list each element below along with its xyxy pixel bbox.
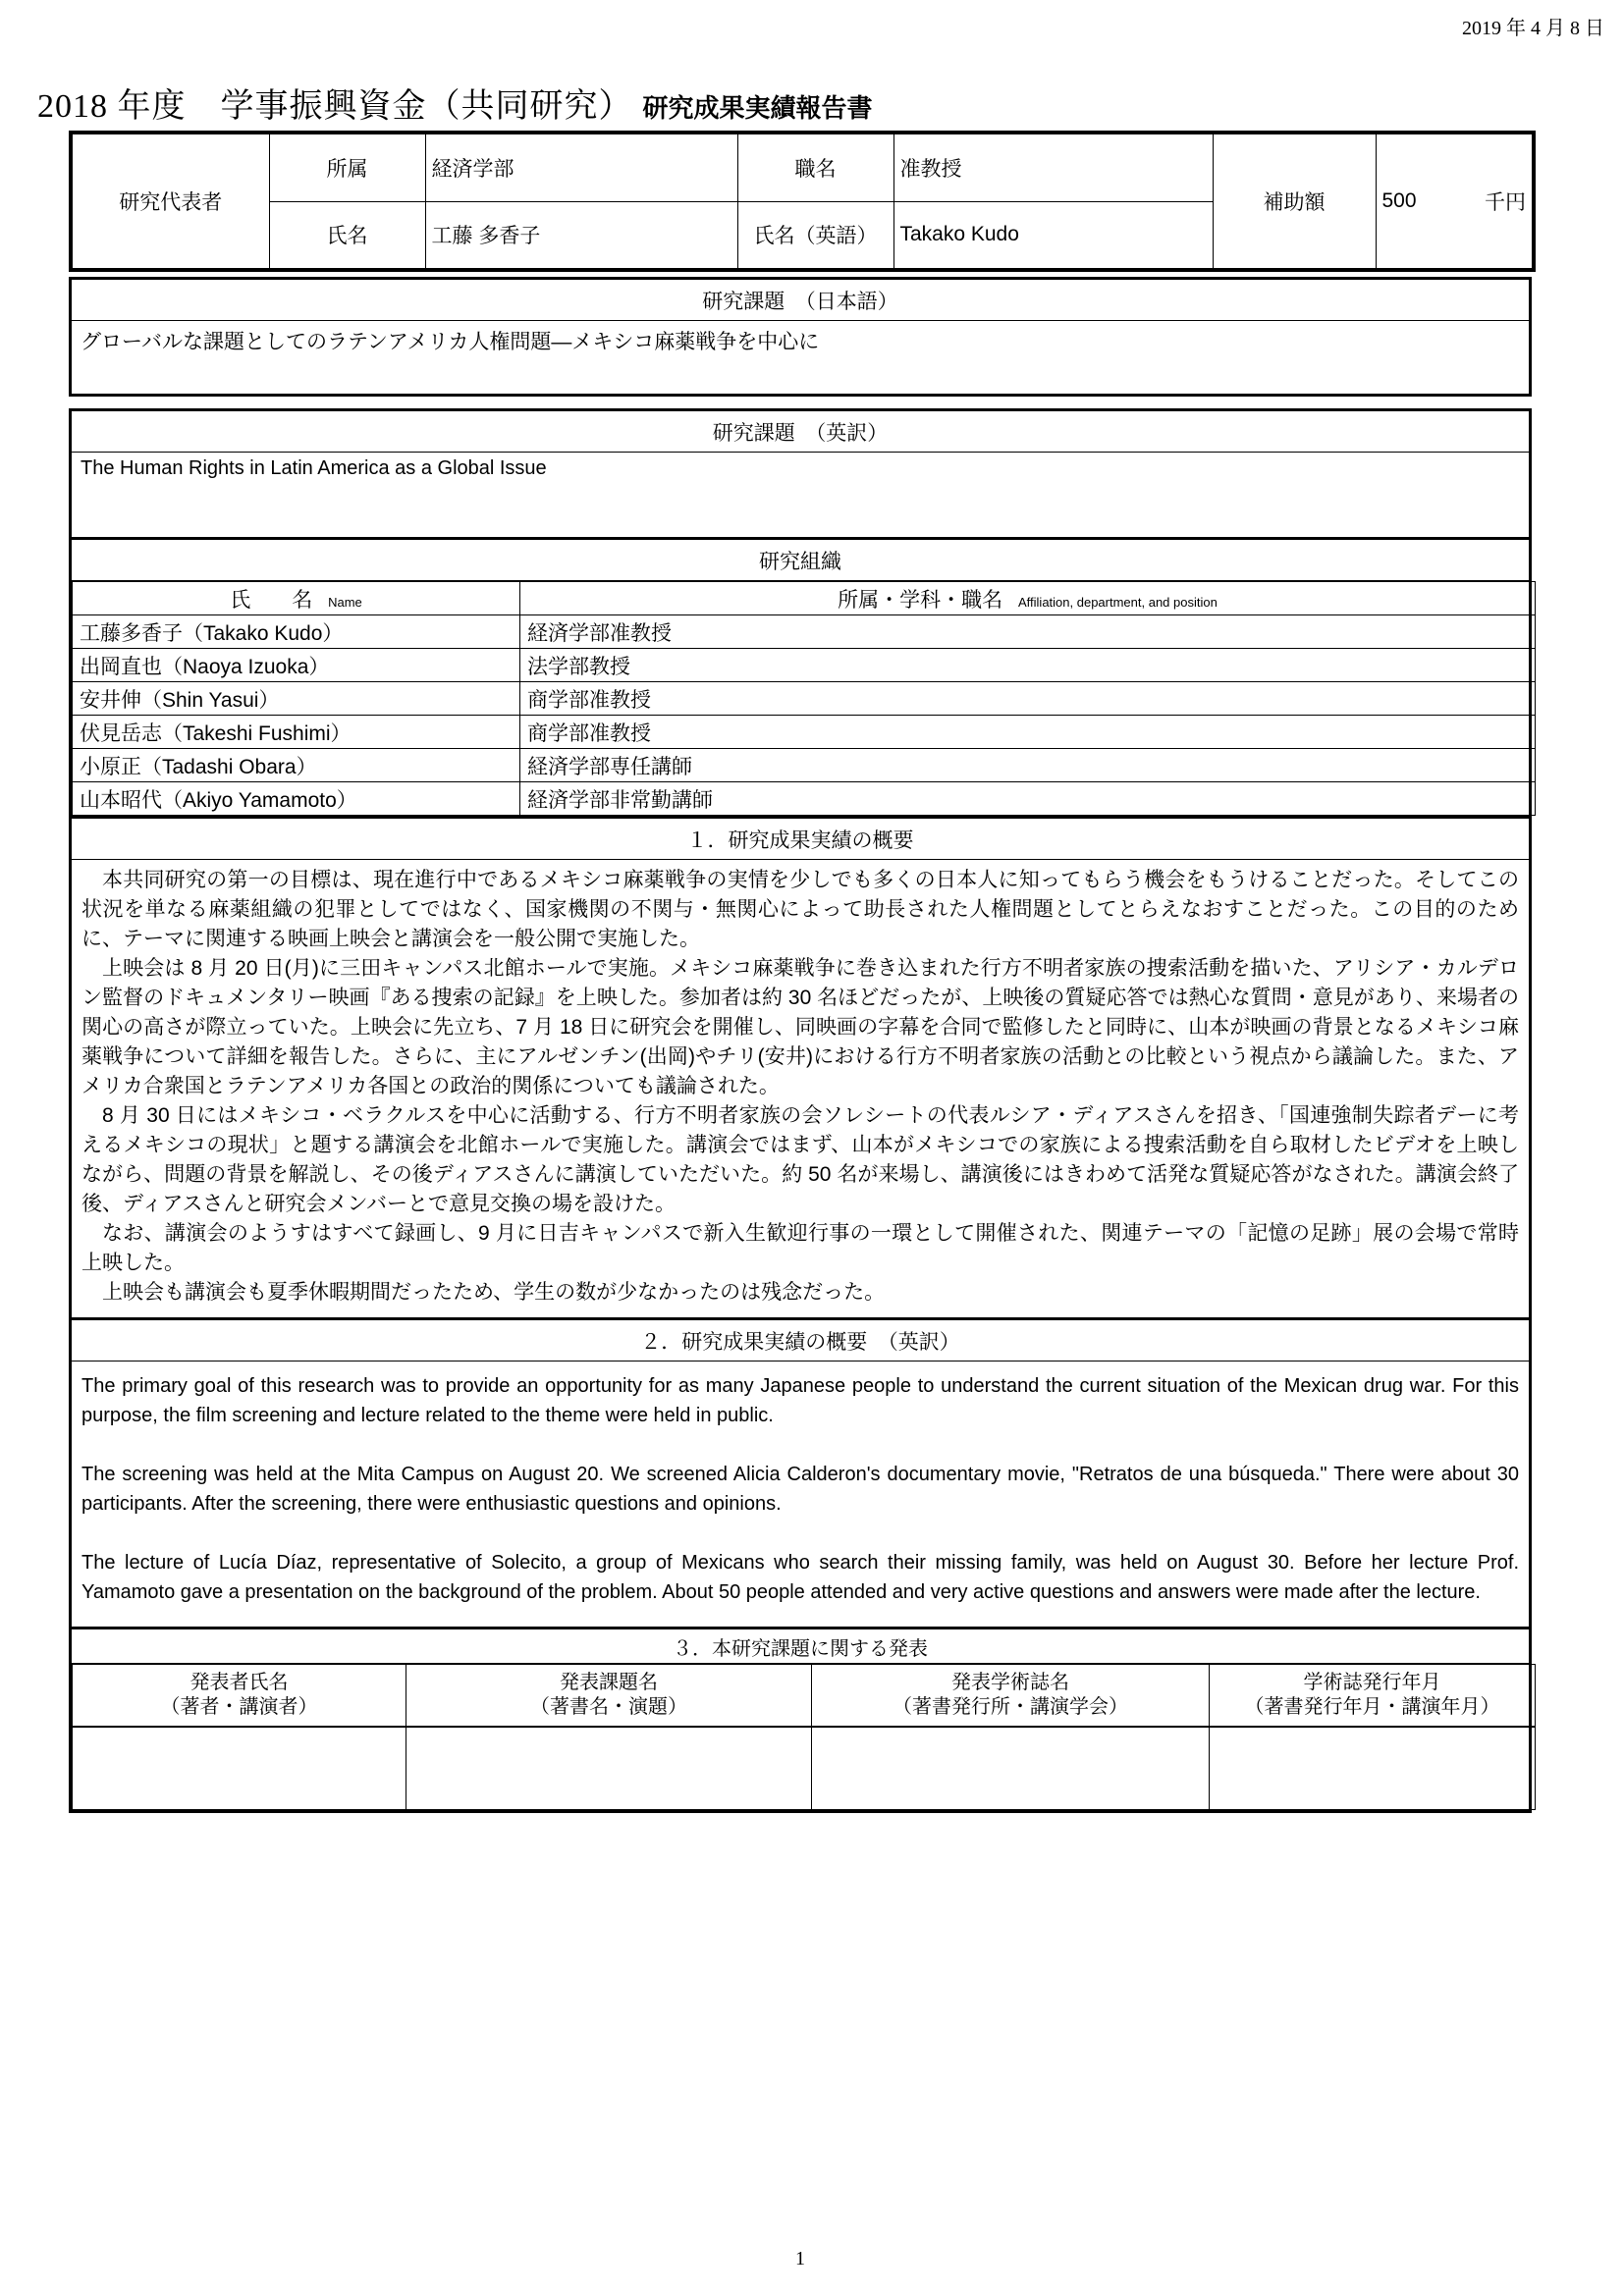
organization-col-affiliation	[520, 582, 1536, 615]
presentations-col-date	[1210, 1665, 1536, 1728]
research-title-ja-section	[69, 277, 1532, 397]
col-presenter-line2: （著者・講演者）	[160, 1696, 318, 1718]
summary-en-paragraph: The lecture of Lucía Díaz, representative of Solecito, a group of Mexicans who search their missing family, was held on August 30. Before her lecture Prof. Yamamoto gave a presentation on the background of the problem. About 50 people attended and very active questions and answers were made after the lecture.	[81, 1552, 1519, 1603]
member-affiliation: 商学部准教授	[520, 682, 1536, 716]
summary-ja-paragraph: なお、講演会のようすはすべて録画し、9 月に日吉キャンパスで新入生歓迎行事の一環として開催された、関連テーマの「記憶の足跡」展の会場で常時上映した。	[81, 1222, 1519, 1274]
member-name: 工藤多香子（Takako Kudo）	[73, 615, 520, 649]
presentation-journal-cell	[812, 1727, 1210, 1809]
col-date-line1: 学術誌発行年月	[1303, 1672, 1441, 1693]
name-value: 工藤 多香子	[425, 201, 737, 270]
member-affiliation: 経済学部非常勤講師	[520, 782, 1536, 816]
summary-en-section	[69, 1317, 1532, 1629]
summary-en-heading: ２．研究成果実績の概要 （英訳）	[72, 1320, 1529, 1362]
document-title-main: 2018 年度 学事振興資金（共同研究）	[37, 88, 633, 125]
organization-section	[69, 537, 1532, 819]
presentations-table	[72, 1664, 1536, 1810]
report-body	[69, 131, 1532, 1813]
page-header	[0, 0, 1624, 131]
representative-row-label: 研究代表者	[71, 133, 269, 270]
summary-ja-paragraph: 8 月 30 日にはメキシコ・ベラクルスを中心に活動する、行方不明者家族の会ソレシートの代表ルシア・ディアスさんを招き、「国連強制失踪者デーに考えるメキシコの現状」と題する講演会を北館ホールで実施した。講演会ではまず、山本がメキシコでの家族による捜索活動を自ら取材したビデオを上映しながら、問題の背景を解説し、その後ディアスさんに講演していただいた。約 50 名が来場し、講演後にはきわめて活発な質疑応答がなされた。講演会終了後、ディアスさんと研究会メンバーとで意見交換の場を設けた。	[81, 1104, 1519, 1215]
organization-col-name-en: Name	[328, 594, 362, 610]
representative-table	[69, 131, 1536, 272]
col-date-line2: （著書発行年月・講演年月）	[1244, 1696, 1500, 1718]
research-title-en-section	[69, 408, 1532, 540]
presentations-empty-row	[73, 1727, 1536, 1809]
position-value: 准教授	[893, 133, 1213, 201]
organization-col-affiliation-en: Affiliation, department, and position	[1018, 594, 1218, 610]
presentations-col-presenter	[73, 1665, 406, 1728]
member-row	[73, 649, 1536, 682]
organization-header-row	[73, 582, 1536, 615]
summary-en-content	[72, 1362, 1529, 1627]
page-number: 1	[795, 2248, 805, 2269]
position-label: 職名	[737, 133, 893, 201]
member-row	[73, 749, 1536, 782]
document-title	[37, 79, 873, 127]
report-date: 2019 年 4 月 8 日	[1462, 18, 1604, 39]
organization-col-name-ja: 氏 名	[230, 588, 313, 612]
summary-ja-paragraph: 上映会も講演会も夏季休暇期間だったため、学生の数が少なかったのは残念だった。	[102, 1281, 886, 1304]
presentations-heading: ３．本研究課題に関する発表	[72, 1629, 1529, 1664]
member-affiliation: 商学部准教授	[520, 716, 1536, 749]
organization-col-name	[73, 582, 520, 615]
member-affiliation: 経済学部准教授	[520, 615, 1536, 649]
member-row	[73, 716, 1536, 749]
presentations-col-title	[406, 1665, 812, 1728]
research-title-en-content: The Human Rights in Latin America as a Global Issue	[81, 457, 547, 479]
name-en-label: 氏名（英語）	[737, 201, 893, 270]
subsidy-label: 補助額	[1213, 133, 1376, 270]
affiliation-value: 経済学部	[425, 133, 737, 201]
document-title-sub: 研究成果実績報告書	[642, 93, 873, 123]
presentations-col-journal	[812, 1665, 1210, 1728]
summary-en-paragraph: The primary goal of this research was to provide an opportunity for as many Japanese people to understand the current situation of the Mexican drug war. For this purpose, the film screening and lecture related to the theme were held in public.	[81, 1375, 1519, 1426]
organization-table	[72, 581, 1536, 816]
presentation-title-cell	[406, 1727, 812, 1809]
subsidy-value-cell	[1376, 133, 1534, 270]
research-title-en-heading: 研究課題 （英訳）	[72, 411, 1529, 453]
member-name: 小原正（Tadashi Obara）	[73, 749, 520, 782]
summary-ja-content	[72, 860, 1529, 1317]
summary-ja-paragraph: 本共同研究の第一の目標は、現在進行中であるメキシコ麻薬戦争の実情を少しでも多くの日本人に知ってもらう機会をもうけることだった。そしてこの状況を単なる麻薬組織の犯罪としてではなく、国家機関の不関与・無関心によって助長された人権問題としてとらえなおすことだった。この目的のために、テーマに関連する映画上映会と講演会を一般公開で実施した。	[81, 869, 1519, 950]
member-row	[73, 615, 1536, 649]
presentation-presenter-cell	[73, 1727, 406, 1809]
presentations-section	[69, 1627, 1532, 1813]
member-row	[73, 782, 1536, 816]
organization-col-affiliation-ja: 所属・学科・職名	[838, 588, 1003, 612]
affiliation-label: 所属	[269, 133, 425, 201]
presentations-header-row	[73, 1665, 1536, 1728]
subsidy-amount: 500	[1381, 189, 1417, 212]
research-title-ja-heading: 研究課題 （日本語）	[72, 280, 1529, 321]
summary-en-paragraph: The screening was held at the Mita Campus on August 20. We screened Alicia Calderon's documentary movie, "Retratos de una búsqueda." There were about 30 participants. After the screening, there were enthusiastic questions and opinions.	[81, 1464, 1519, 1515]
summary-ja-section	[69, 816, 1532, 1320]
member-name: 伏見岳志（Takeshi Fushimi）	[73, 716, 520, 749]
member-affiliation: 経済学部専任講師	[520, 749, 1536, 782]
name-label: 氏名	[269, 201, 425, 270]
research-title-ja-content: グローバルな課題としてのラテンアメリカ人権問題―メキシコ麻薬戦争を中心に	[81, 331, 820, 353]
name-en-value: Takako Kudo	[893, 201, 1213, 270]
summary-ja-heading: １．研究成果実績の概要	[72, 819, 1529, 860]
member-name: 出岡直也（Naoya Izuoka）	[73, 649, 520, 682]
member-name: 安井伸（Shin Yasui）	[73, 682, 520, 716]
member-row	[73, 682, 1536, 716]
representative-row-1	[71, 133, 1534, 201]
summary-ja-paragraph: 上映会は 8 月 20 日(月)に三田キャンパス北館ホールで実施。メキシコ麻薬戦争に巻き込まれた行方不明者家族の捜索活動を描いた、アリシア・カルデロン監督のドキュメンタリー映画『ある捜索の記録』を上映した。参加者は約 30 名ほどだったが、上映後の質疑応答では熱心な質問・意見があり、来場者の関心の高さが際立っていた。上映会に先立ち、7 月 18 日に研究会を開催し、同映画の字幕を合同で監修したと同時に、山本が映画の背景となるメキシコ麻薬戦争について詳細を報告した。さらに、主にアルゼンチン(出岡)やチリ(安井)における行方不明者家族の活動との比較という視点から議論した。また、アメリカ合衆国とラテンアメリカ各国との政治的関係についても議論された。	[81, 957, 1519, 1097]
member-affiliation: 法学部教授	[520, 649, 1536, 682]
col-title-line1: 発表課題名	[560, 1672, 658, 1693]
col-journal-line2: （著書発行所・講演学会）	[893, 1696, 1128, 1718]
col-journal-line1: 発表学術誌名	[951, 1672, 1069, 1693]
col-presenter-line1: 発表者氏名	[189, 1672, 289, 1693]
presentation-date-cell	[1210, 1727, 1536, 1809]
col-title-line2: （著書名・演題）	[530, 1696, 687, 1718]
subsidy-unit: 千円	[1485, 191, 1526, 214]
member-name: 山本昭代（Akiyo Yamamoto）	[73, 782, 520, 816]
organization-heading: 研究組織	[72, 540, 1529, 581]
